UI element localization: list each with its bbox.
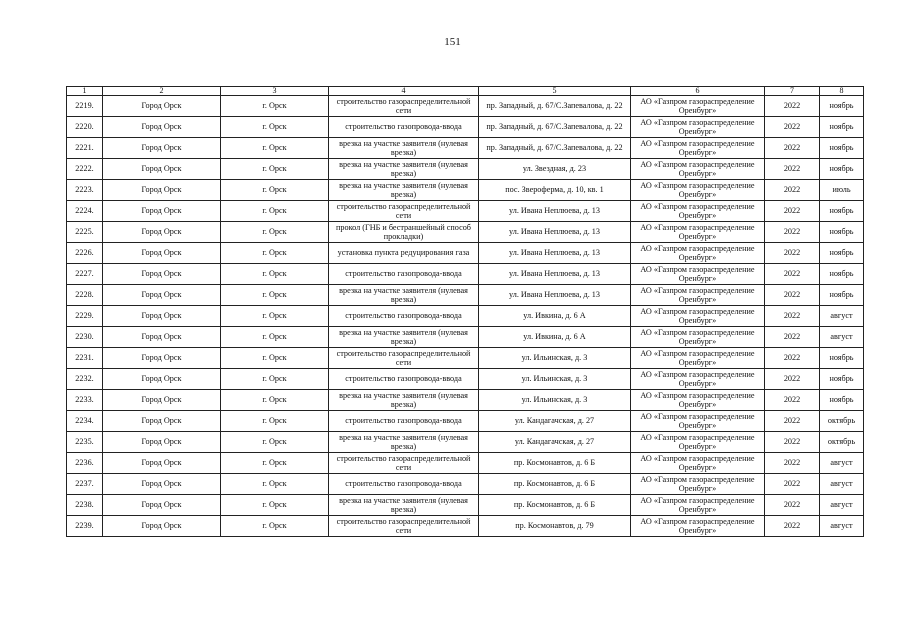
year-cell: 2022 bbox=[765, 390, 820, 411]
month-cell: ноябрь bbox=[820, 201, 864, 222]
table-row bbox=[67, 390, 864, 411]
organization-cell: АО «Газпром газораспределение Оренбург» bbox=[631, 96, 765, 117]
table-row bbox=[67, 222, 864, 243]
work-type-cell: врезка на участке заявителя (нулевая врезка) bbox=[329, 285, 479, 306]
work-type-cell: врезка на участке заявителя (нулевая врезка) bbox=[329, 180, 479, 201]
table-row bbox=[67, 96, 864, 117]
row-number-cell: 2236. bbox=[67, 453, 103, 474]
settlement-cell: г. Орск bbox=[221, 243, 329, 264]
work-type-cell: установка пункта редуцирования газа bbox=[329, 243, 479, 264]
address-cell: ул. Ивкина, д. 6 А bbox=[479, 306, 631, 327]
table-row bbox=[67, 516, 864, 537]
address-cell: ул. Кандагачская, д. 27 bbox=[479, 432, 631, 453]
municipality-cell: Город Орск bbox=[103, 516, 221, 537]
row-number-cell: 2220. bbox=[67, 117, 103, 138]
settlement-cell: г. Орск bbox=[221, 327, 329, 348]
row-number-cell: 2223. bbox=[67, 180, 103, 201]
settlement-cell: г. Орск bbox=[221, 516, 329, 537]
municipality-cell: Город Орск bbox=[103, 222, 221, 243]
month-cell: октябрь bbox=[820, 411, 864, 432]
row-number-cell: 2231. bbox=[67, 348, 103, 369]
row-number-cell: 2239. bbox=[67, 516, 103, 537]
column-header: 4 bbox=[329, 87, 479, 96]
settlement-cell: г. Орск bbox=[221, 96, 329, 117]
month-cell: август bbox=[820, 474, 864, 495]
month-cell: октябрь bbox=[820, 432, 864, 453]
settlement-cell: г. Орск bbox=[221, 411, 329, 432]
organization-cell: АО «Газпром газораспределение Оренбург» bbox=[631, 348, 765, 369]
organization-cell: АО «Газпром газораспределение Оренбург» bbox=[631, 306, 765, 327]
year-cell: 2022 bbox=[765, 264, 820, 285]
year-cell: 2022 bbox=[765, 474, 820, 495]
year-cell: 2022 bbox=[765, 495, 820, 516]
month-cell: ноябрь bbox=[820, 348, 864, 369]
month-cell: ноябрь bbox=[820, 369, 864, 390]
address-cell: пр. Западный, д. 67/С.Запевалова, д. 22 bbox=[479, 138, 631, 159]
row-number-cell: 2232. bbox=[67, 369, 103, 390]
address-cell: пр. Космонавтов, д. 6 Б bbox=[479, 474, 631, 495]
organization-cell: АО «Газпром газораспределение Оренбург» bbox=[631, 411, 765, 432]
settlement-cell: г. Орск bbox=[221, 138, 329, 159]
organization-cell: АО «Газпром газораспределение Оренбург» bbox=[631, 180, 765, 201]
column-header: 5 bbox=[479, 87, 631, 96]
month-cell: ноябрь bbox=[820, 390, 864, 411]
settlement-cell: г. Орск bbox=[221, 348, 329, 369]
row-number-cell: 2229. bbox=[67, 306, 103, 327]
work-type-cell: строительство газопровода-ввода bbox=[329, 369, 479, 390]
address-cell: ул. Ильинская, д. 3 bbox=[479, 369, 631, 390]
registry-table bbox=[66, 86, 864, 537]
organization-cell: АО «Газпром газораспределение Оренбург» bbox=[631, 285, 765, 306]
municipality-cell: Город Орск bbox=[103, 201, 221, 222]
row-number-cell: 2235. bbox=[67, 432, 103, 453]
organization-cell: АО «Газпром газораспределение Оренбург» bbox=[631, 453, 765, 474]
organization-cell: АО «Газпром газораспределение Оренбург» bbox=[631, 222, 765, 243]
address-cell: ул. Ильинская, д. 3 bbox=[479, 390, 631, 411]
work-type-cell: врезка на участке заявителя (нулевая врезка) bbox=[329, 390, 479, 411]
address-cell: пр. Западный, д. 67/С.Запевалова, д. 22 bbox=[479, 96, 631, 117]
table-row bbox=[67, 348, 864, 369]
work-type-cell: строительство газораспределительной сети bbox=[329, 201, 479, 222]
row-number-cell: 2224. bbox=[67, 201, 103, 222]
column-header: 6 bbox=[631, 87, 765, 96]
work-type-cell: строительство газораспределительной сети bbox=[329, 516, 479, 537]
month-cell: ноябрь bbox=[820, 222, 864, 243]
month-cell: август bbox=[820, 516, 864, 537]
year-cell: 2022 bbox=[765, 243, 820, 264]
month-cell: ноябрь bbox=[820, 285, 864, 306]
table-row bbox=[67, 474, 864, 495]
municipality-cell: Город Орск bbox=[103, 411, 221, 432]
work-type-cell: строительство газораспределительной сети bbox=[329, 348, 479, 369]
column-header: 8 bbox=[820, 87, 864, 96]
year-cell: 2022 bbox=[765, 411, 820, 432]
settlement-cell: г. Орск bbox=[221, 390, 329, 411]
organization-cell: АО «Газпром газораспределение Оренбург» bbox=[631, 243, 765, 264]
municipality-cell: Город Орск bbox=[103, 243, 221, 264]
table-row bbox=[67, 264, 864, 285]
row-number-cell: 2230. bbox=[67, 327, 103, 348]
month-cell: ноябрь bbox=[820, 138, 864, 159]
table-row bbox=[67, 243, 864, 264]
month-cell: ноябрь bbox=[820, 96, 864, 117]
row-number-cell: 2227. bbox=[67, 264, 103, 285]
table-row bbox=[67, 117, 864, 138]
work-type-cell: строительство газораспределительной сети bbox=[329, 96, 479, 117]
organization-cell: АО «Газпром газораспределение Оренбург» bbox=[631, 432, 765, 453]
work-type-cell: врезка на участке заявителя (нулевая врезка) bbox=[329, 432, 479, 453]
settlement-cell: г. Орск bbox=[221, 453, 329, 474]
month-cell: август bbox=[820, 453, 864, 474]
address-cell: пос. Звероферма, д. 10, кв. 1 bbox=[479, 180, 631, 201]
row-number-cell: 2225. bbox=[67, 222, 103, 243]
settlement-cell: г. Орск bbox=[221, 222, 329, 243]
year-cell: 2022 bbox=[765, 96, 820, 117]
month-cell: август bbox=[820, 306, 864, 327]
settlement-cell: г. Орск bbox=[221, 264, 329, 285]
municipality-cell: Город Орск bbox=[103, 159, 221, 180]
table-row bbox=[67, 285, 864, 306]
table-row bbox=[67, 180, 864, 201]
month-cell: август bbox=[820, 327, 864, 348]
address-cell: ул. Ивана Неплюева, д. 13 bbox=[479, 264, 631, 285]
address-cell: ул. Ивана Неплюева, д. 13 bbox=[479, 222, 631, 243]
address-cell: ул. Звездная, д. 23 bbox=[479, 159, 631, 180]
row-number-cell: 2234. bbox=[67, 411, 103, 432]
work-type-cell: строительство газопровода-ввода bbox=[329, 474, 479, 495]
column-header: 1 bbox=[67, 87, 103, 96]
page-number: 151 bbox=[444, 36, 461, 48]
municipality-cell: Город Орск bbox=[103, 453, 221, 474]
address-cell: ул. Кандагачская, д. 27 bbox=[479, 411, 631, 432]
table-body bbox=[67, 96, 864, 537]
table-row bbox=[67, 327, 864, 348]
settlement-cell: г. Орск bbox=[221, 117, 329, 138]
year-cell: 2022 bbox=[765, 138, 820, 159]
table-row bbox=[67, 138, 864, 159]
address-cell: пр. Западный, д. 67/С.Запевалова, д. 22 bbox=[479, 117, 631, 138]
row-number-cell: 2237. bbox=[67, 474, 103, 495]
work-type-cell: врезка на участке заявителя (нулевая врезка) bbox=[329, 138, 479, 159]
year-cell: 2022 bbox=[765, 369, 820, 390]
organization-cell: АО «Газпром газораспределение Оренбург» bbox=[631, 138, 765, 159]
year-cell: 2022 bbox=[765, 348, 820, 369]
municipality-cell: Город Орск bbox=[103, 138, 221, 159]
column-header: 2 bbox=[103, 87, 221, 96]
organization-cell: АО «Газпром газораспределение Оренбург» bbox=[631, 390, 765, 411]
organization-cell: АО «Газпром газораспределение Оренбург» bbox=[631, 516, 765, 537]
row-number-cell: 2221. bbox=[67, 138, 103, 159]
table-header-row bbox=[67, 87, 864, 96]
organization-cell: АО «Газпром газораспределение Оренбург» bbox=[631, 495, 765, 516]
year-cell: 2022 bbox=[765, 516, 820, 537]
work-type-cell: врезка на участке заявителя (нулевая врезка) bbox=[329, 327, 479, 348]
settlement-cell: г. Орск bbox=[221, 201, 329, 222]
work-type-cell: врезка на участке заявителя (нулевая врезка) bbox=[329, 159, 479, 180]
municipality-cell: Город Орск bbox=[103, 117, 221, 138]
work-type-cell: строительство газопровода-ввода bbox=[329, 306, 479, 327]
year-cell: 2022 bbox=[765, 201, 820, 222]
month-cell: ноябрь bbox=[820, 264, 864, 285]
work-type-cell: прокол (ГНБ и бестраншейный способ прокладки) bbox=[329, 222, 479, 243]
municipality-cell: Город Орск bbox=[103, 390, 221, 411]
settlement-cell: г. Орск bbox=[221, 495, 329, 516]
address-cell: пр. Космонавтов, д. 6 Б bbox=[479, 495, 631, 516]
table-row bbox=[67, 201, 864, 222]
organization-cell: АО «Газпром газораспределение Оренбург» bbox=[631, 474, 765, 495]
organization-cell: АО «Газпром газораспределение Оренбург» bbox=[631, 369, 765, 390]
work-type-cell: строительство газопровода-ввода bbox=[329, 117, 479, 138]
settlement-cell: г. Орск bbox=[221, 285, 329, 306]
address-cell: ул. Ивкина, д. 6 А bbox=[479, 327, 631, 348]
settlement-cell: г. Орск bbox=[221, 306, 329, 327]
year-cell: 2022 bbox=[765, 180, 820, 201]
table-row bbox=[67, 159, 864, 180]
table-row bbox=[67, 369, 864, 390]
municipality-cell: Город Орск bbox=[103, 180, 221, 201]
table-row bbox=[67, 495, 864, 516]
work-type-cell: строительство газораспределительной сети bbox=[329, 453, 479, 474]
organization-cell: АО «Газпром газораспределение Оренбург» bbox=[631, 159, 765, 180]
row-number-cell: 2238. bbox=[67, 495, 103, 516]
settlement-cell: г. Орск bbox=[221, 180, 329, 201]
month-cell: ноябрь bbox=[820, 117, 864, 138]
row-number-cell: 2226. bbox=[67, 243, 103, 264]
municipality-cell: Город Орск bbox=[103, 432, 221, 453]
year-cell: 2022 bbox=[765, 432, 820, 453]
column-header: 3 bbox=[221, 87, 329, 96]
row-number-cell: 2228. bbox=[67, 285, 103, 306]
municipality-cell: Город Орск bbox=[103, 306, 221, 327]
work-type-cell: врезка на участке заявителя (нулевая врезка) bbox=[329, 495, 479, 516]
work-type-cell: строительство газопровода-ввода bbox=[329, 411, 479, 432]
year-cell: 2022 bbox=[765, 327, 820, 348]
settlement-cell: г. Орск bbox=[221, 432, 329, 453]
address-cell: ул. Ивана Неплюева, д. 13 bbox=[479, 243, 631, 264]
settlement-cell: г. Орск bbox=[221, 159, 329, 180]
column-header: 7 bbox=[765, 87, 820, 96]
municipality-cell: Город Орск bbox=[103, 495, 221, 516]
table-row bbox=[67, 453, 864, 474]
row-number-cell: 2222. bbox=[67, 159, 103, 180]
table-row bbox=[67, 432, 864, 453]
address-cell: пр. Космонавтов, д. 6 Б bbox=[479, 453, 631, 474]
work-type-cell: строительство газопровода-ввода bbox=[329, 264, 479, 285]
municipality-cell: Город Орск bbox=[103, 327, 221, 348]
year-cell: 2022 bbox=[765, 159, 820, 180]
municipality-cell: Город Орск bbox=[103, 348, 221, 369]
organization-cell: АО «Газпром газораспределение Оренбург» bbox=[631, 117, 765, 138]
municipality-cell: Город Орск bbox=[103, 96, 221, 117]
municipality-cell: Город Орск bbox=[103, 264, 221, 285]
row-number-cell: 2219. bbox=[67, 96, 103, 117]
address-cell: пр. Космонавтов, д. 79 bbox=[479, 516, 631, 537]
address-cell: ул. Ивана Неплюева, д. 13 bbox=[479, 201, 631, 222]
table-row bbox=[67, 411, 864, 432]
municipality-cell: Город Орск bbox=[103, 369, 221, 390]
year-cell: 2022 bbox=[765, 306, 820, 327]
address-cell: ул. Ивана Неплюева, д. 13 bbox=[479, 285, 631, 306]
municipality-cell: Город Орск bbox=[103, 474, 221, 495]
year-cell: 2022 bbox=[765, 117, 820, 138]
organization-cell: АО «Газпром газораспределение Оренбург» bbox=[631, 201, 765, 222]
address-cell: ул. Ильинская, д. 3 bbox=[479, 348, 631, 369]
month-cell: ноябрь bbox=[820, 159, 864, 180]
settlement-cell: г. Орск bbox=[221, 369, 329, 390]
settlement-cell: г. Орск bbox=[221, 474, 329, 495]
year-cell: 2022 bbox=[765, 453, 820, 474]
month-cell: август bbox=[820, 495, 864, 516]
organization-cell: АО «Газпром газораспределение Оренбург» bbox=[631, 264, 765, 285]
year-cell: 2022 bbox=[765, 285, 820, 306]
month-cell: июль bbox=[820, 180, 864, 201]
row-number-cell: 2233. bbox=[67, 390, 103, 411]
table-row bbox=[67, 306, 864, 327]
year-cell: 2022 bbox=[765, 222, 820, 243]
month-cell: ноябрь bbox=[820, 243, 864, 264]
municipality-cell: Город Орск bbox=[103, 285, 221, 306]
organization-cell: АО «Газпром газораспределение Оренбург» bbox=[631, 327, 765, 348]
